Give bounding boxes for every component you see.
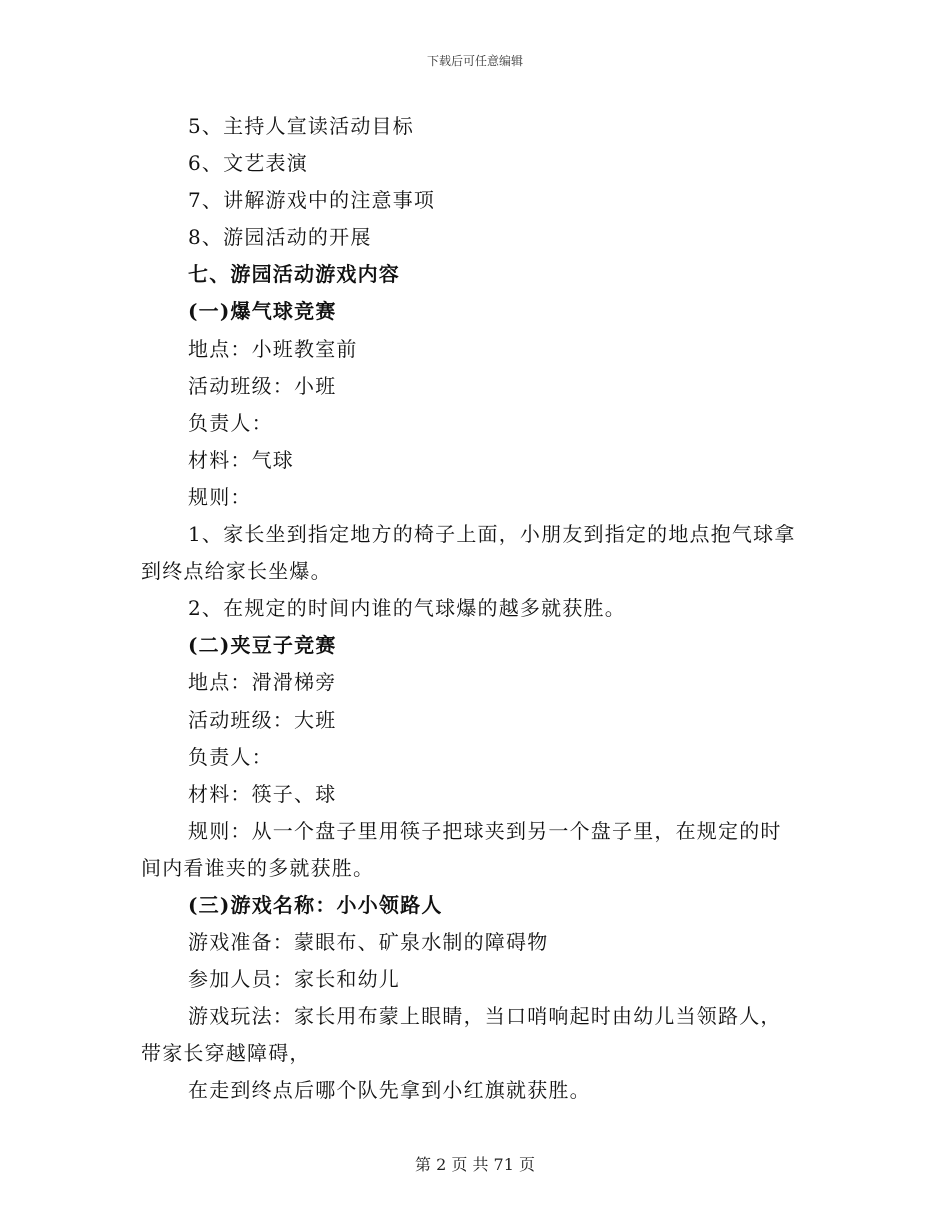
text-line: 间内看谁夹的多就获胜。: [141, 855, 375, 880]
text-line: 规则：: [188, 484, 252, 509]
page-footer: 第 2 页 共 71 页: [415, 1155, 535, 1174]
text-line: 游戏玩法：家长用布蒙上眼睛，当口哨响起时由幼儿当领路人，: [188, 1004, 782, 1029]
text-line: 地点：滑滑梯旁: [188, 670, 337, 695]
text-line: 材料：筷子、球: [188, 781, 337, 806]
text-line: 活动班级：小班: [188, 373, 337, 398]
section-heading: (一)爆气球竞赛: [188, 299, 337, 324]
text-line: 地点：小班教室前: [188, 336, 358, 361]
text-line: 带家长穿越障碍，: [141, 1041, 311, 1066]
text-line: 6、文艺表演: [188, 151, 308, 176]
text-line: 8、游园活动的开展: [188, 225, 372, 250]
text-line: 活动班级：大班: [188, 707, 337, 732]
section-heading: (三)游戏名称：小小领路人: [188, 892, 443, 917]
text-line: 5、主持人宣读活动目标: [188, 114, 414, 138]
text-line: 规则：从一个盘子里用筷子把球夹到另一个盘子里，在规定的时: [188, 818, 782, 843]
text-line: 2、在规定的时间内谁的气球爆的越多就获胜。: [188, 596, 626, 621]
section-heading: 七、游园活动游戏内容: [188, 262, 400, 287]
text-line: 到终点给家长坐爆。: [141, 559, 332, 584]
text-line: 1、家长坐到指定地方的椅子上面，小朋友到指定的地点抱气球拿: [188, 522, 796, 547]
text-line: 负责人：: [188, 744, 273, 769]
text-line: 材料：气球: [188, 447, 294, 472]
text-line: 在走到终点后哪个队先拿到小红旗就获胜。: [188, 1078, 591, 1103]
text-line: 负责人：: [188, 410, 273, 435]
document-body: [141, 108, 821, 1110]
page-header: 下载后可任意编辑: [426, 54, 523, 68]
text-line: 游戏准备：蒙眼布、矿泉水制的障碍物: [188, 930, 549, 955]
section-heading: (二)夹豆子竞赛: [188, 633, 337, 658]
text-line: 参加人员：家长和幼儿: [188, 967, 400, 992]
text-line: 7、讲解游戏中的注意事项: [188, 188, 436, 213]
